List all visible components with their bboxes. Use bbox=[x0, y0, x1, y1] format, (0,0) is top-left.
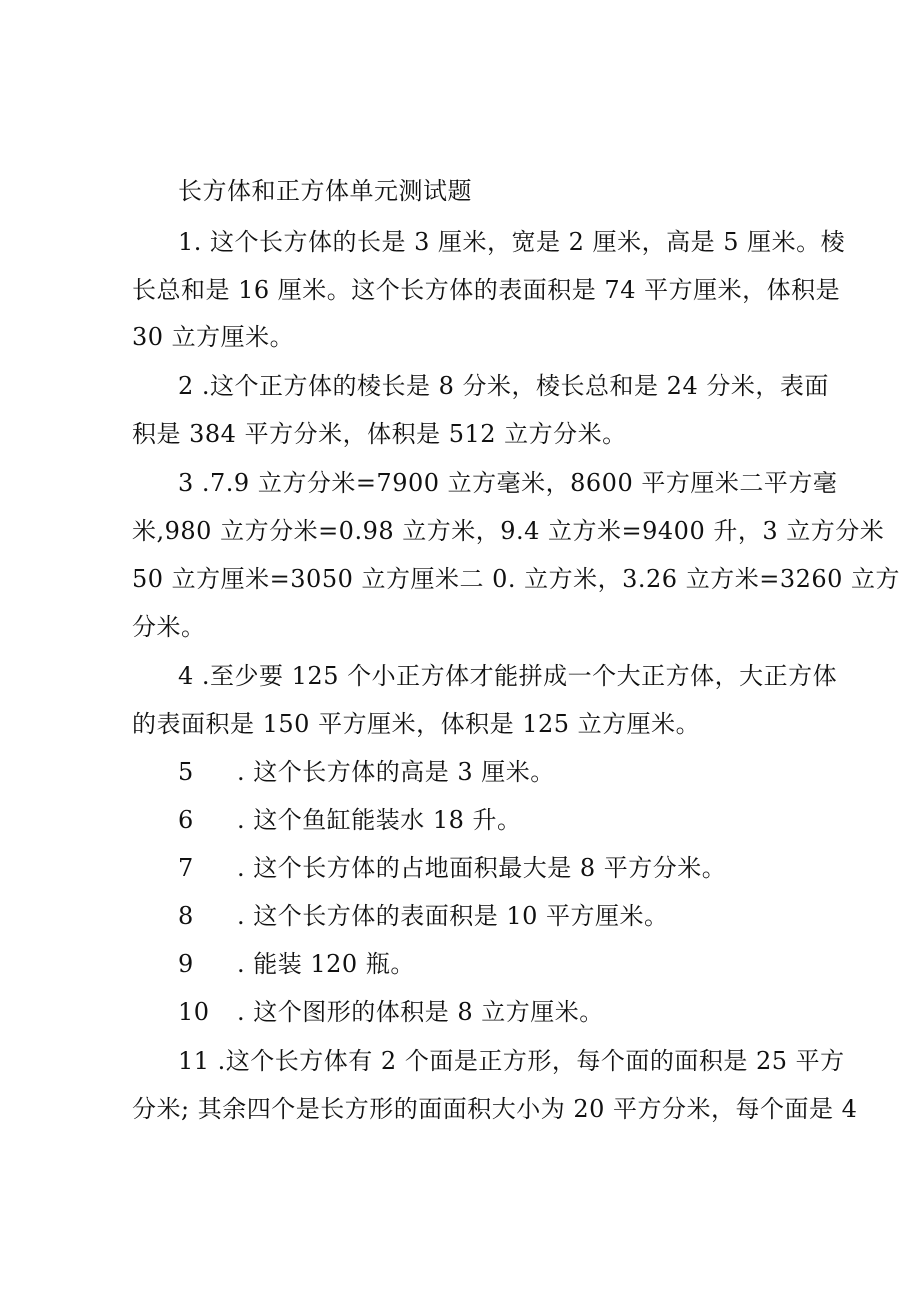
question-11-line-2: 分米; 其余四个是长方形的面面积大小为 20 平方分米，每个面是 4 bbox=[132, 1095, 858, 1123]
question-number: 9 bbox=[178, 950, 194, 978]
question-11-line-1: 11 .这个长方体有 2 个面是正方形，每个面的面积是 25 平方 bbox=[178, 1047, 845, 1075]
question-1-line-2: 长总和是 16 厘米。这个长方体的表面积是 74 平方厘米，体积是 bbox=[132, 276, 841, 304]
question-4-line-1: 4 .至少要 125 个小正方体才能拼成一个大正方体，大正方体 bbox=[178, 662, 838, 690]
question-10-line bbox=[178, 997, 778, 1027]
question-text: . 这个长方体的表面积是 10 平方厘米。 bbox=[237, 902, 669, 930]
question-text: . 这个鱼缸能装水 18 升。 bbox=[237, 806, 522, 834]
question-7-line bbox=[178, 853, 778, 883]
question-2-line-1: 2 .这个正方体的棱长是 8 分米，棱长总和是 24 分米，表面 bbox=[178, 372, 829, 400]
question-3-line-4: 分米。 bbox=[132, 613, 206, 641]
question-3-line-2: 米,980 立方分米=0.98 立方米，9.4 立方米=9400 升，3 立方分米 bbox=[132, 517, 885, 545]
question-9-line bbox=[178, 949, 778, 979]
question-8-line bbox=[178, 901, 778, 931]
question-1-line-3: 30 立方厘米。 bbox=[132, 323, 295, 351]
question-text: . 这个长方体的高是 3 厘米。 bbox=[237, 758, 555, 786]
question-number: 6 bbox=[178, 806, 194, 834]
question-6-line bbox=[178, 805, 778, 835]
question-text: . 这个图形的体积是 8 立方厘米。 bbox=[237, 998, 604, 1026]
question-2-line-2: 积是 384 平方分米，体积是 512 立方分米。 bbox=[132, 420, 627, 448]
question-text: . 这个长方体的占地面积最大是 8 平方分米。 bbox=[237, 854, 727, 882]
question-1-line-1: 1. 这个长方体的长是 3 厘米，宽是 2 厘米，高是 5 厘米。棱 bbox=[178, 228, 846, 256]
question-number: 10 bbox=[178, 998, 210, 1026]
question-4-line-2: 的表面积是 150 平方厘米，体积是 125 立方厘米。 bbox=[132, 710, 701, 738]
question-3-line-3: 50 立方厘米=3050 立方厘米二 0. 立方米，3.26 立方米=3260 立方 bbox=[132, 565, 901, 593]
question-number: 5 bbox=[178, 758, 194, 786]
question-text: . 能装 120 瓶。 bbox=[237, 950, 415, 978]
question-number: 7 bbox=[178, 854, 194, 882]
question-3-line-1: 3 .7.9 立方分米=7900 立方毫米，8600 平方厘米二平方毫 bbox=[178, 469, 838, 497]
question-5-line bbox=[178, 757, 778, 787]
page-title: 长方体和正方体单元测试题 bbox=[178, 177, 472, 205]
question-number: 8 bbox=[178, 902, 194, 930]
